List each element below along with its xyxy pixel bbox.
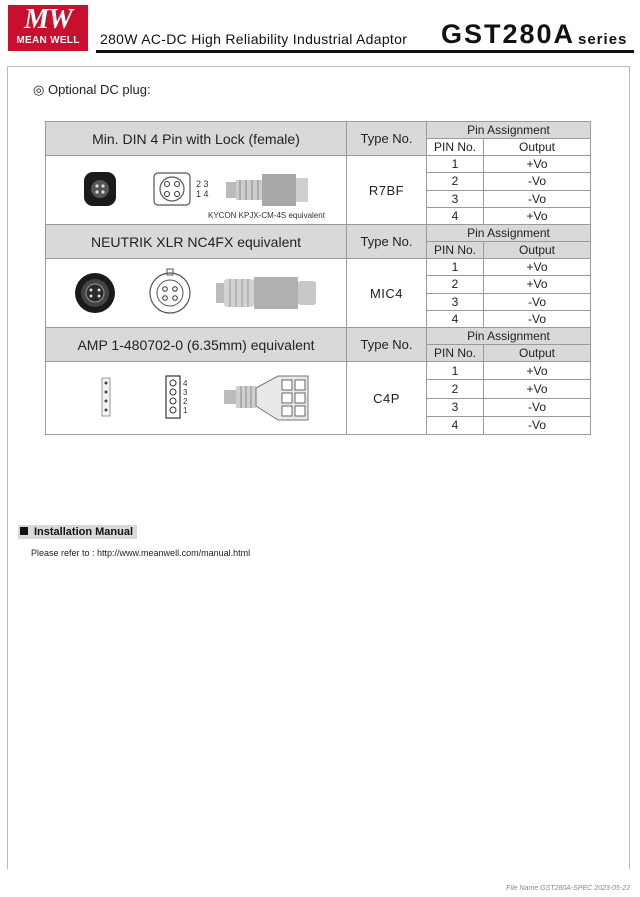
pin-row	[46, 156, 591, 173]
amp-connector-icon	[46, 362, 347, 434]
pin-output: +Vo	[484, 380, 591, 398]
pin-output: -Vo	[484, 173, 591, 190]
plug-header-row	[46, 122, 591, 139]
pin-number: 2	[427, 276, 484, 293]
c4p-connector-image	[46, 362, 347, 435]
pin-number: 4	[427, 416, 484, 434]
pin-assignment-header: Pin Assignment	[427, 122, 591, 139]
pin-number: 3	[427, 293, 484, 310]
pin-number: 4	[427, 310, 484, 327]
square-bullet-icon	[20, 527, 28, 535]
plug-title: AMP 1-480702-0 (6.35mm) equivalent	[46, 328, 347, 362]
file-name-footer: File Name:GST280A-SPEC 2023-05-22	[506, 885, 630, 892]
optional-plug-heading	[33, 82, 151, 98]
type-value: MIC4	[347, 259, 427, 328]
pin-no-header: PIN No.	[427, 345, 484, 362]
pin-labels-bottom: 1 4	[196, 189, 209, 199]
model-number: GST280A	[441, 19, 576, 49]
output-header: Output	[484, 139, 591, 156]
pin-output: -Vo	[484, 416, 591, 434]
pin-stack-label: 3	[183, 388, 188, 397]
type-value: C4P	[347, 362, 427, 435]
pin-assignment-header: Pin Assignment	[427, 225, 591, 242]
pin-number: 1	[427, 259, 484, 276]
output-header: Output	[484, 242, 591, 259]
pin-number: 3	[427, 398, 484, 416]
series-label: series	[578, 31, 628, 48]
pin-output: +Vo	[484, 207, 591, 224]
pin-output: +Vo	[484, 259, 591, 276]
header-divider	[96, 50, 634, 53]
optional-plug-label: Optional DC plug:	[47, 82, 151, 97]
type-value: R7BF	[347, 156, 427, 225]
pin-no-header: PIN No.	[427, 139, 484, 156]
plug-header-row	[46, 328, 591, 345]
plug-title: Min. DIN 4 Pin with Lock (female)	[46, 122, 347, 156]
installation-manual-link-text[interactable]: Please refer to : http://www.meanwell.com/manual.html	[31, 548, 251, 558]
dc-plug-table	[45, 121, 591, 435]
pin-number: 1	[427, 156, 484, 173]
product-subtitle: 280W AC-DC High Reliability Industrial Adaptor	[100, 31, 408, 47]
mean-well-logo	[8, 5, 88, 51]
pin-output: -Vo	[484, 190, 591, 207]
type-header: Type No.	[347, 122, 427, 156]
pin-output: +Vo	[484, 156, 591, 173]
installation-title: Installation Manual	[34, 526, 134, 538]
bullet-icon: ◎	[33, 82, 45, 97]
pin-row	[46, 259, 591, 276]
pin-no-header: PIN No.	[427, 242, 484, 259]
installation-manual-heading	[18, 525, 137, 539]
plug-title: NEUTRIK XLR NC4FX equivalent	[46, 225, 347, 259]
plug-header-row	[46, 225, 591, 242]
type-header: Type No.	[347, 225, 427, 259]
pin-output: -Vo	[484, 293, 591, 310]
pin-output: +Vo	[484, 276, 591, 293]
pin-number: 2	[427, 380, 484, 398]
pin-number: 2	[427, 173, 484, 190]
r7bf-connector-image	[46, 156, 347, 225]
pin-output: -Vo	[484, 398, 591, 416]
pin-row	[46, 362, 591, 380]
xlr-connector-icon	[46, 259, 347, 327]
output-header: Output	[484, 345, 591, 362]
logo-text: MEAN WELL	[16, 35, 80, 46]
pin-stack-label: 2	[183, 397, 188, 406]
pin-output: -Vo	[484, 310, 591, 327]
pin-labels-top: 2 3	[196, 179, 209, 189]
pin-assignment-header: Pin Assignment	[427, 328, 591, 345]
type-header: Type No.	[347, 328, 427, 362]
pin-number: 3	[427, 190, 484, 207]
kycon-caption: KYCON KPJX-CM-4S equivalent	[208, 211, 325, 220]
mic4-connector-image	[46, 259, 347, 328]
logo-mark: MW	[24, 4, 72, 35]
pin-stack-label: 4	[183, 379, 188, 388]
pin-output: +Vo	[484, 362, 591, 380]
pin-number: 1	[427, 362, 484, 380]
pin-stack-label: 1	[183, 406, 188, 415]
pin-number: 4	[427, 207, 484, 224]
din-connector-icon	[46, 156, 347, 224]
